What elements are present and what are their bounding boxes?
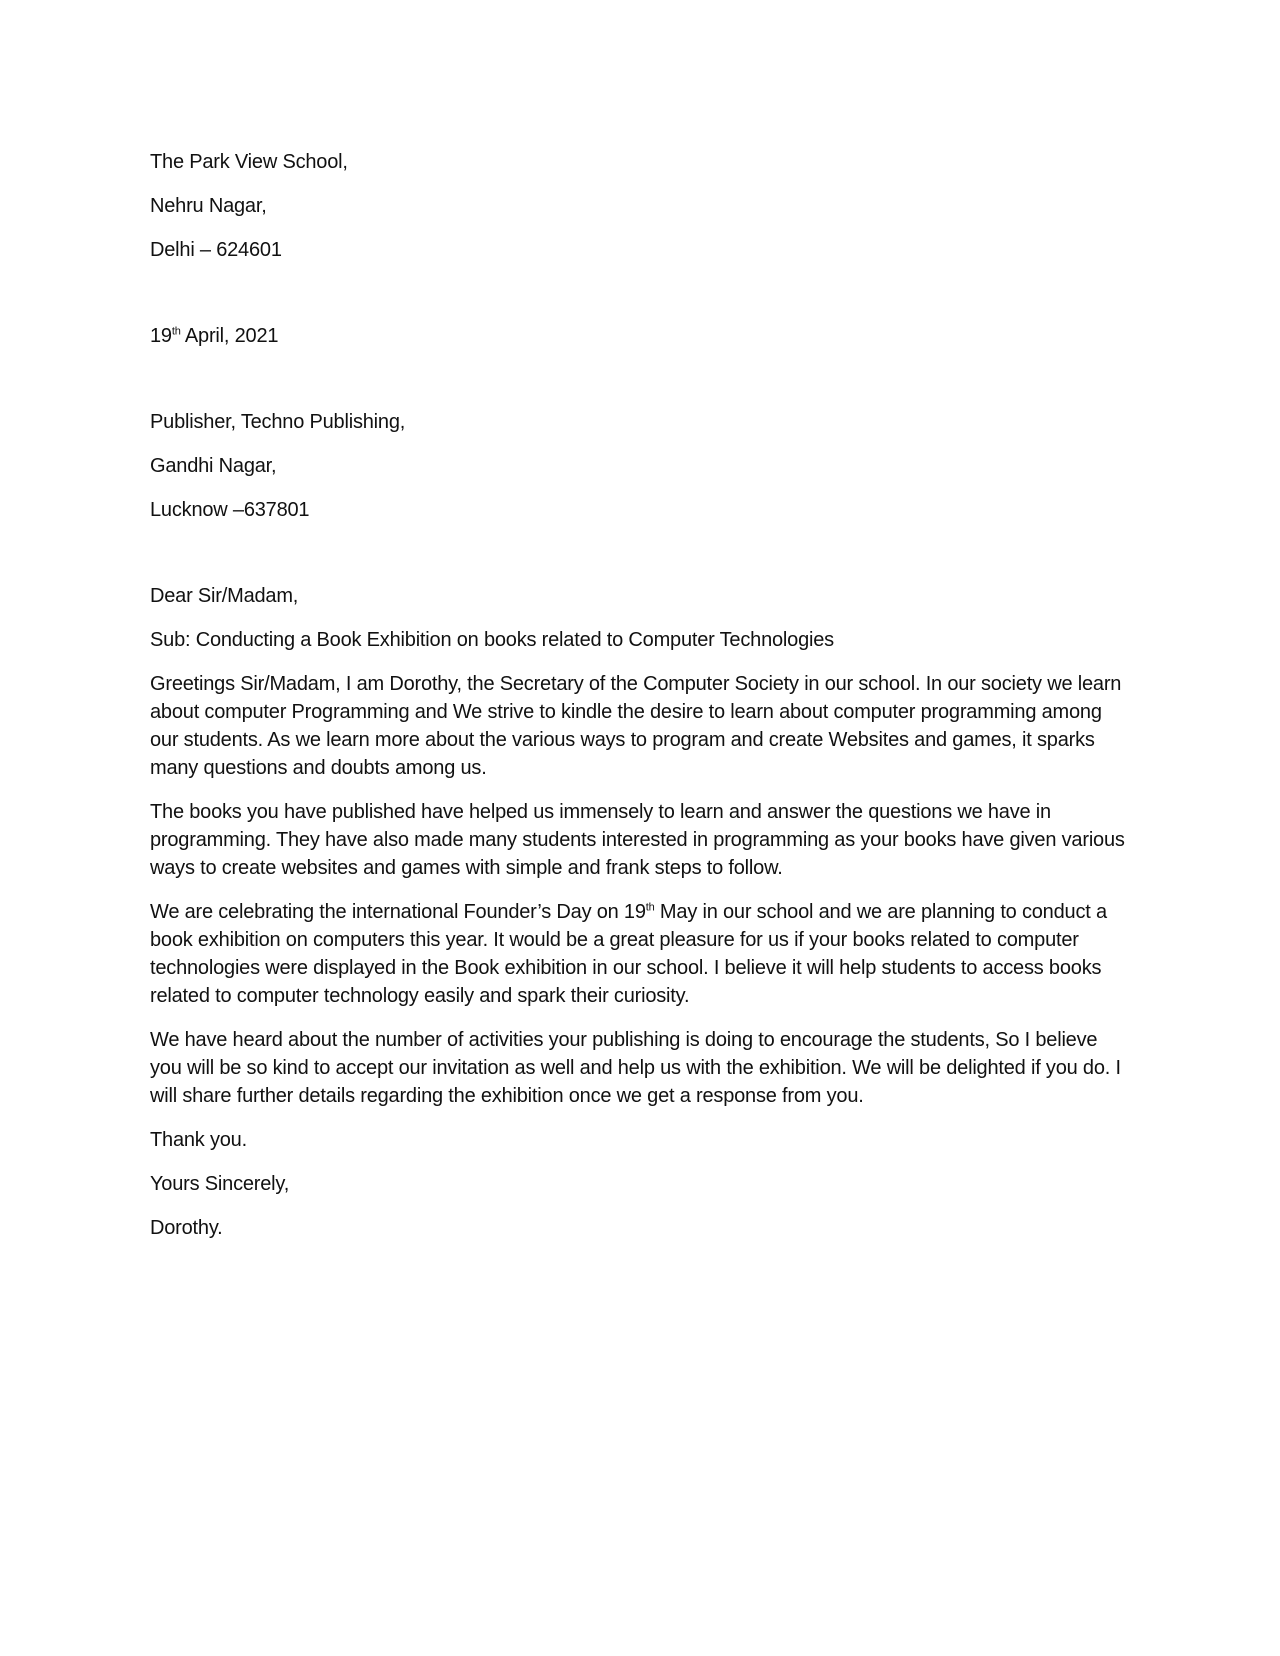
paragraph-3-start: We are celebrating the international Founder’s Day on 19 [150,901,646,923]
paragraph-3-end: May in our school and we are planning to conduct a book exhibition on computers this year. It would be a great pleasure for us if your books related to computer technologies were displayed in the Book exhibition in our school. I believe it will help students to access books related to computer technology easily and spark their curiosity. [150,901,1107,1007]
subject-line: Sub: Conducting a Book Exhibition on books related to Computer Technologies [150,629,834,651]
body-paragraph-1: Greetings Sir/Madam, I am Dorothy, the Secretary of the Computer Society in our school. In our society we learn about computer Programming and We strive to kindle the desire to learn about computer programming among our students. As we learn more about the various ways to program and create Websites and games, it sparks many questions and doubts among us. [150,673,1122,779]
sender-address-line-3: Delhi – 624601 [150,239,282,261]
paragraph-3-superscript: th [645,901,655,914]
letter-date [150,322,1130,350]
recipient-address-line-1: Publisher, Techno Publishing, [150,411,406,433]
closing-thanks: Thank you. [150,1129,247,1151]
recipient-address-line-3: Lucknow –637801 [150,499,310,521]
date-suffix: th [171,325,181,338]
body-paragraph-4: We have heard about the number of activities your publishing is doing to encourage the students, So I believe you will be so kind to accept our invitation as well and help us with the exhibition. We will be delighted if you do. I will share further details regarding the exhibition once we get a response from you. [150,1029,1121,1107]
letter-body [150,148,1130,1242]
recipient-address-line-2: Gandhi Nagar, [150,455,277,477]
date-day: 19 [150,325,172,347]
date-month-year: April, 2021 [180,325,279,347]
body-paragraph-2: The books you have published have helped us immensely to learn and answer the questions we have in programming. They have also made many students interested in programming as your books have given various ways to create websites and games with simple and frank steps to follow. [150,801,1125,879]
closing-signoff: Yours Sincerely, [150,1173,290,1195]
signature-name: Dorothy. [150,1217,223,1239]
sender-address-line-2: Nehru Nagar, [150,195,267,217]
sender-address-line-1: The Park View School, [150,151,348,173]
body-paragraph-3 [150,898,1130,1010]
salutation: Dear Sir/Madam, [150,585,299,607]
